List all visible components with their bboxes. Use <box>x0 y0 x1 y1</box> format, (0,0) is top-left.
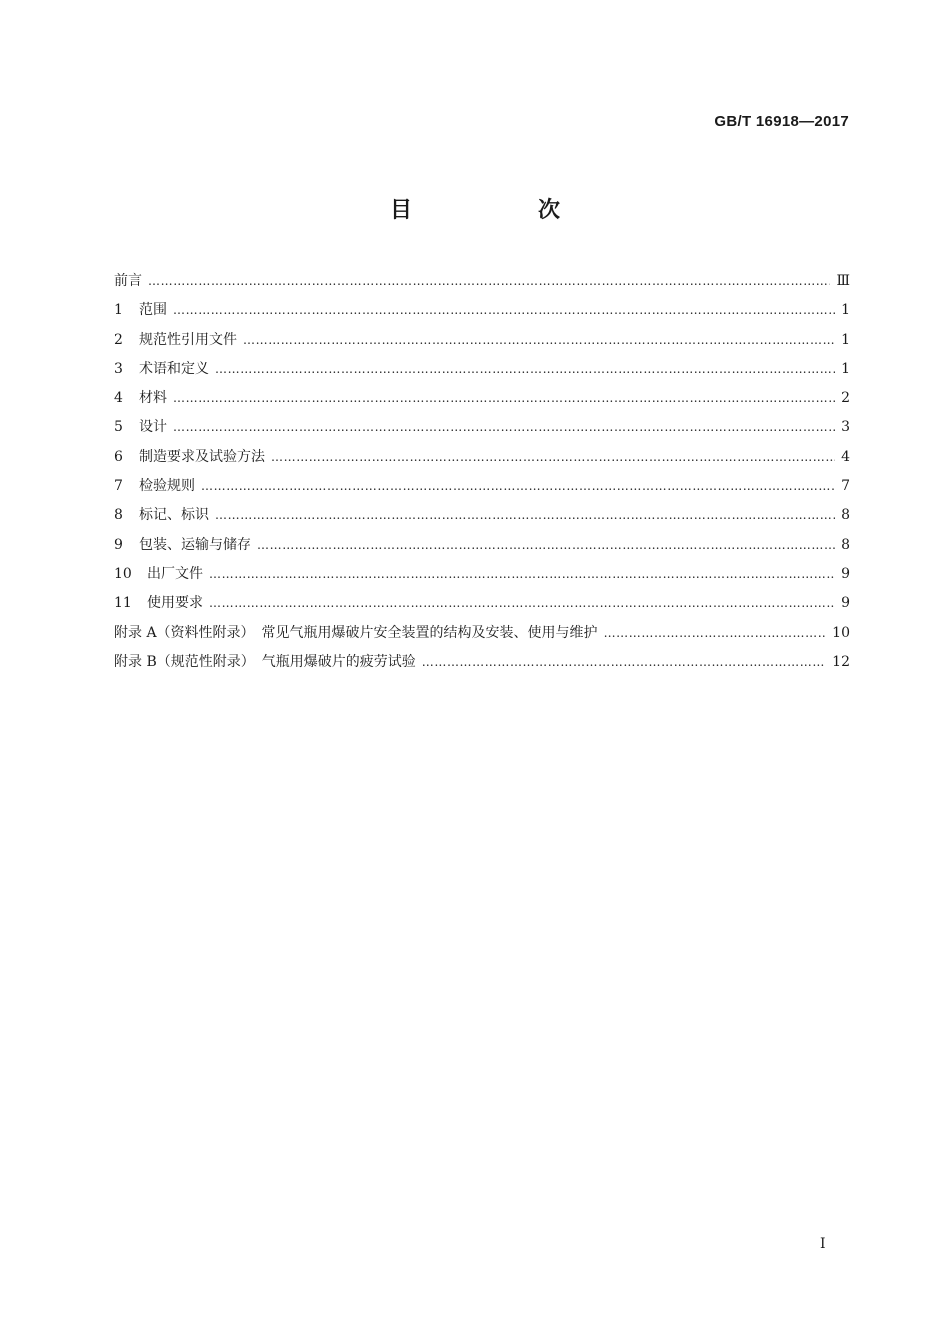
toc-page: 10 <box>832 624 850 641</box>
toc-entry-foreword[interactable] <box>114 270 850 299</box>
toc-page: 2 <box>841 390 850 407</box>
toc-entry-5[interactable] <box>114 416 850 445</box>
toc-label: 规范性引用文件 <box>139 331 237 348</box>
leader-dots <box>209 596 835 610</box>
toc-entry-11[interactable] <box>114 592 850 621</box>
toc-page: 1 <box>841 302 850 319</box>
page-title: 目 次 <box>389 197 612 223</box>
toc-entry-annex-a[interactable] <box>114 622 850 651</box>
page-number: I <box>820 1236 826 1252</box>
toc-number: 5 <box>114 419 123 436</box>
toc-entry-3[interactable] <box>114 358 850 387</box>
toc-page: Ⅲ <box>836 273 850 289</box>
toc-number: 8 <box>114 507 123 524</box>
leader-dots <box>201 479 835 493</box>
toc-label: 出厂文件 <box>147 565 203 582</box>
leader-dots <box>243 333 835 347</box>
toc-number: 6 <box>114 448 123 465</box>
toc-entry-10[interactable] <box>114 563 850 592</box>
toc-number: 2 <box>114 331 123 348</box>
leader-dots <box>215 362 835 376</box>
toc-number: 3 <box>114 360 123 377</box>
toc-label: 标记、标识 <box>139 507 209 524</box>
toc-number: 9 <box>114 536 123 553</box>
toc-entry-6[interactable] <box>114 446 850 475</box>
toc-number: 11 <box>114 595 132 612</box>
toc-label: 包装、运输与储存 <box>139 536 251 553</box>
toc-page: 7 <box>841 478 850 495</box>
leader-dots <box>173 303 835 317</box>
toc-label: 制造要求及试验方法 <box>139 448 265 465</box>
standard-code: GB/T 16918—2017 <box>714 113 849 130</box>
toc-label: 设计 <box>139 419 167 436</box>
table-of-contents <box>114 270 850 680</box>
toc-number: 10 <box>114 565 132 582</box>
leader-dots <box>422 655 826 669</box>
toc-page: 8 <box>841 536 850 553</box>
toc-entry-annex-b[interactable] <box>114 651 850 680</box>
toc-label: 前言 <box>114 273 142 289</box>
leader-dots <box>215 508 835 522</box>
toc-label: 检验规则 <box>139 478 195 495</box>
toc-page: 9 <box>841 595 850 612</box>
toc-entry-9[interactable] <box>114 534 850 563</box>
toc-page: 3 <box>841 419 850 436</box>
leader-dots <box>257 538 835 552</box>
toc-entry-8[interactable] <box>114 504 850 533</box>
toc-page: 8 <box>841 507 850 524</box>
toc-page: 12 <box>832 653 850 670</box>
toc-entry-1[interactable] <box>114 299 850 328</box>
toc-entry-2[interactable] <box>114 329 850 358</box>
toc-label: 范围 <box>139 302 167 319</box>
leader-dots <box>148 274 830 288</box>
toc-page: 9 <box>841 565 850 582</box>
toc-label: 材料 <box>139 390 167 407</box>
toc-label: 附录 B（规范性附录） 气瓶用爆破片的疲劳试验 <box>114 653 416 670</box>
toc-number: 1 <box>114 302 123 319</box>
toc-number: 4 <box>114 390 123 407</box>
toc-page: 1 <box>841 331 850 348</box>
leader-dots <box>271 450 835 464</box>
leader-dots <box>209 567 835 581</box>
toc-entry-4[interactable] <box>114 387 850 416</box>
toc-label: 使用要求 <box>147 595 203 612</box>
leader-dots <box>173 391 835 405</box>
toc-label: 附录 A（资料性附录） 常见气瓶用爆破片安全装置的结构及安装、使用与维护 <box>114 624 598 641</box>
toc-entry-7[interactable] <box>114 475 850 504</box>
toc-page: 4 <box>841 448 850 465</box>
leader-dots <box>173 420 835 434</box>
toc-label: 术语和定义 <box>139 360 209 377</box>
toc-number: 7 <box>114 478 123 495</box>
leader-dots <box>604 626 827 640</box>
toc-page: 1 <box>841 360 850 377</box>
